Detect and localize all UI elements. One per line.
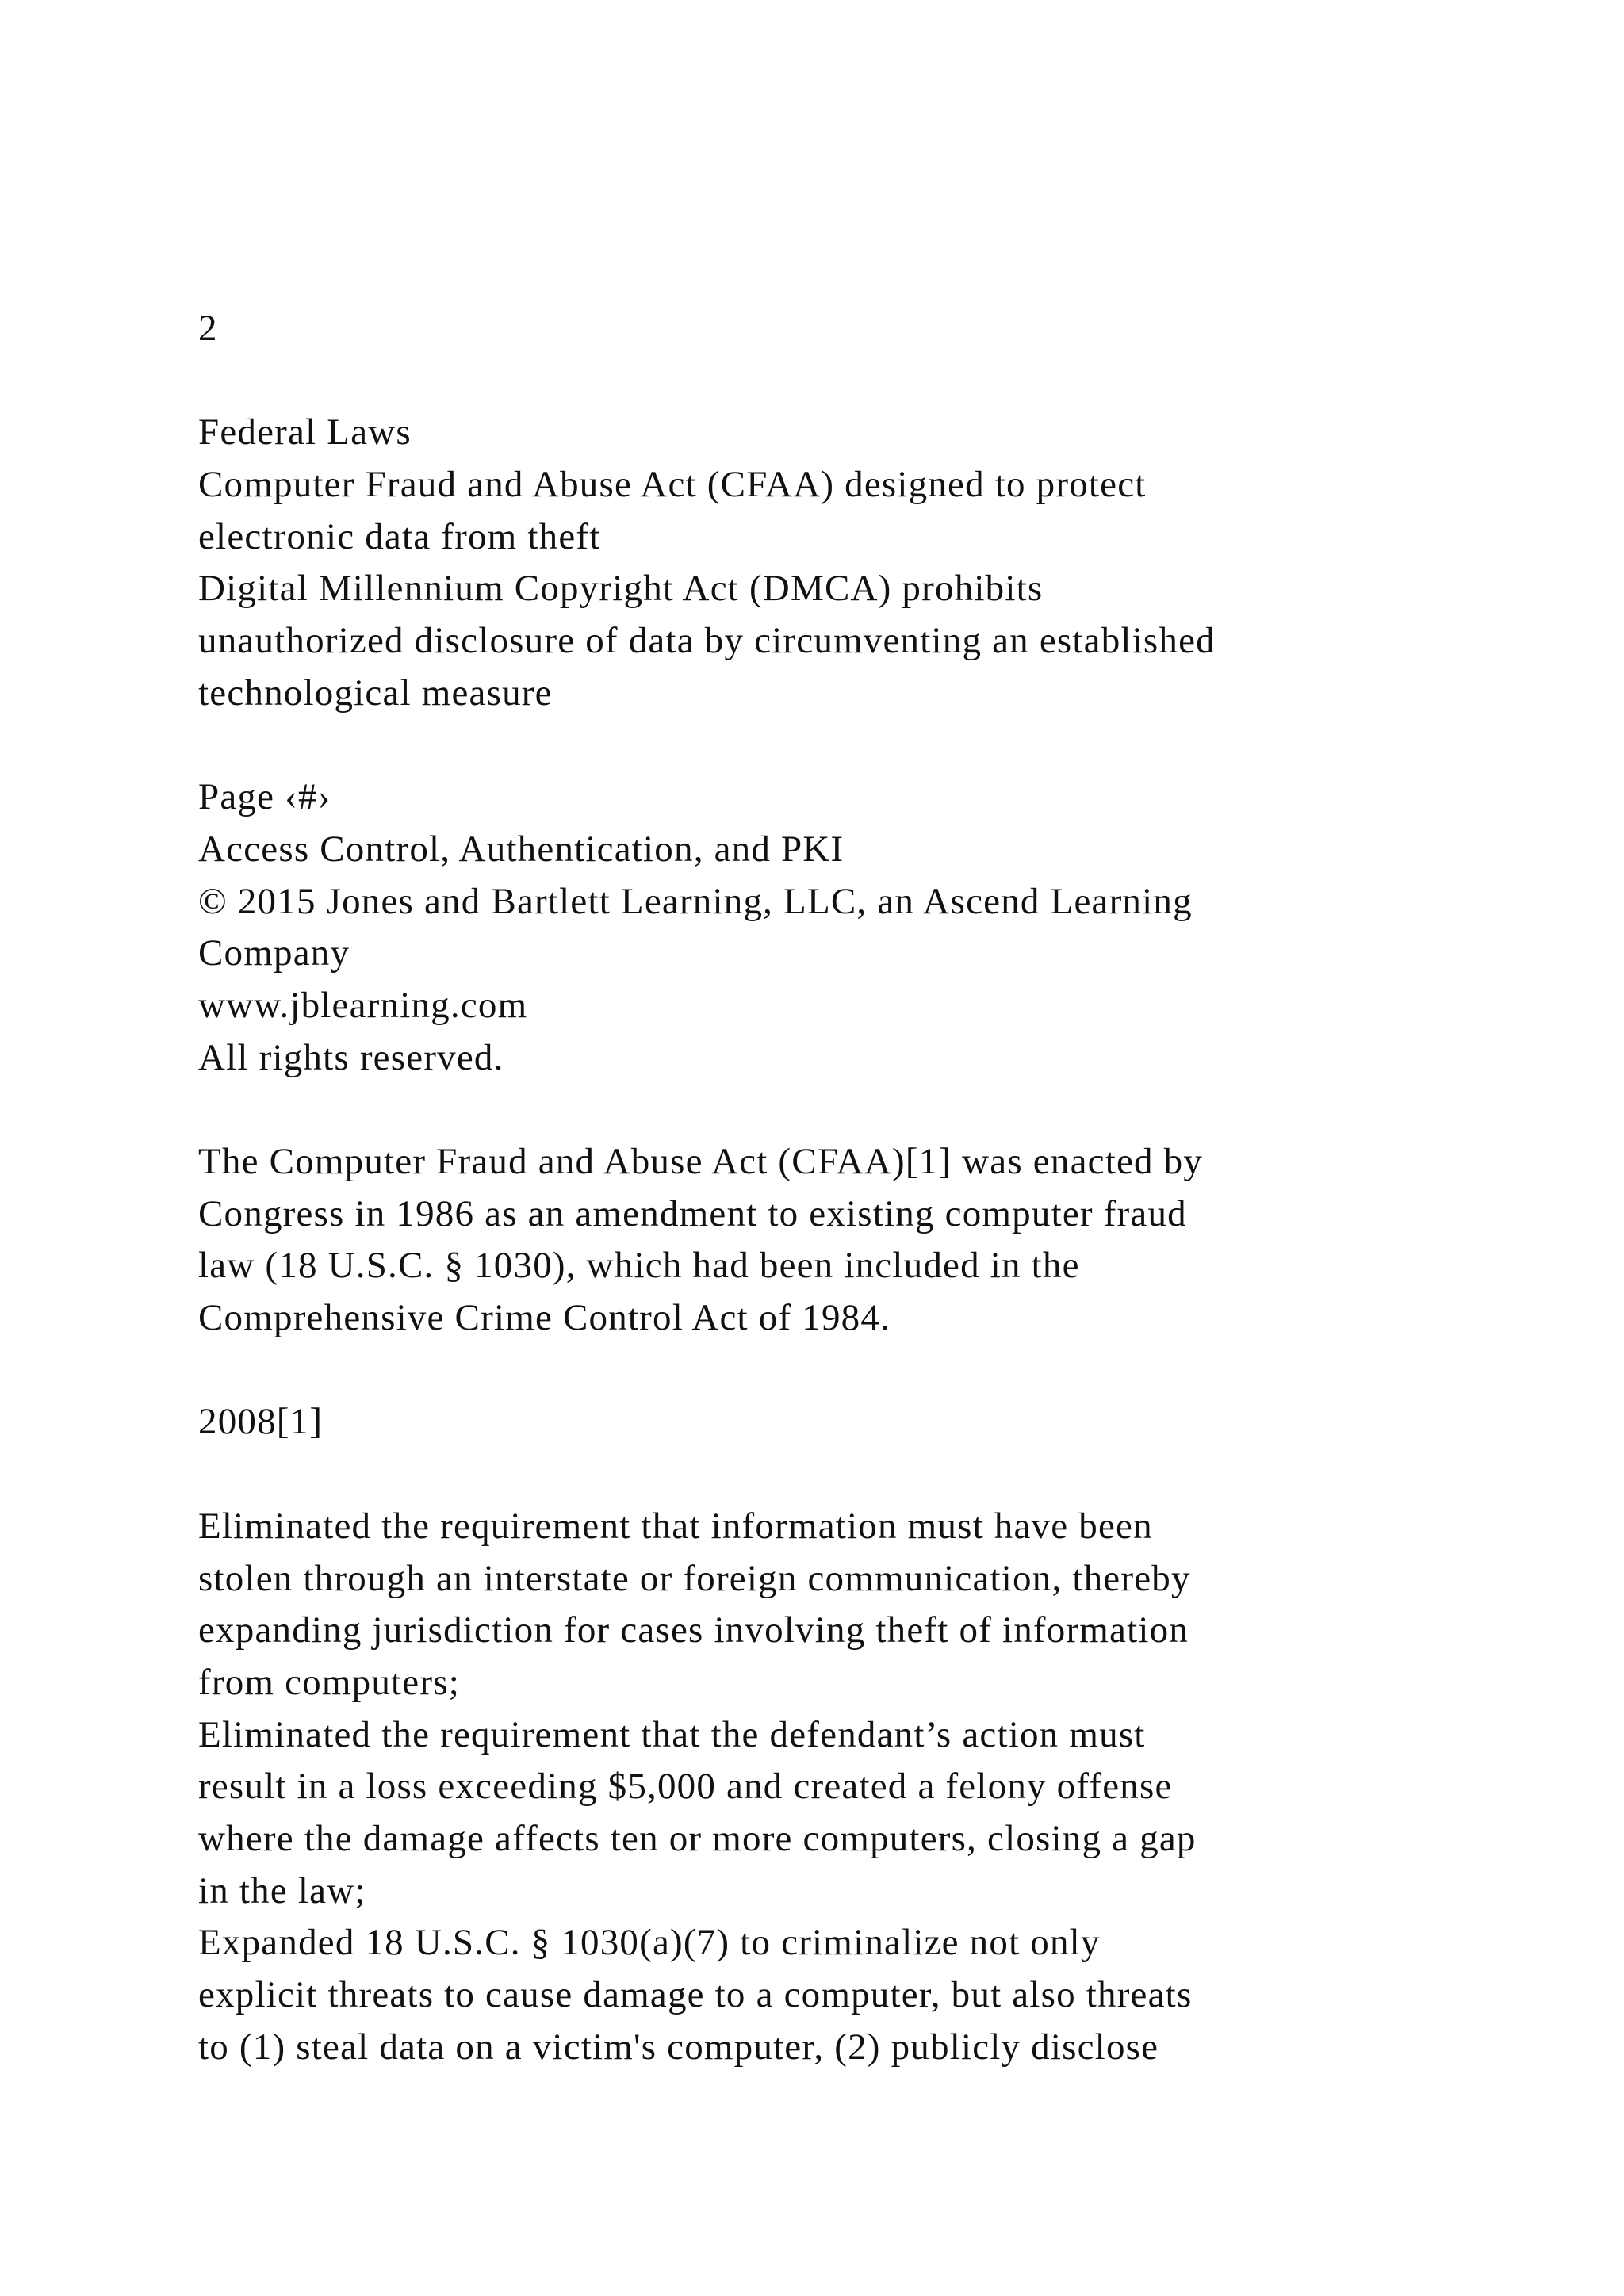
copyright-line: Company bbox=[198, 932, 350, 974]
blank-line bbox=[198, 1084, 1546, 1136]
page-number: 2 bbox=[198, 308, 218, 349]
document-text bbox=[198, 303, 1546, 2073]
text-line: Eliminated the requirement that the defendant’s action must bbox=[198, 1713, 1146, 1755]
text-line: Computer Fraud and Abuse Act (CFAA) designed to protect bbox=[198, 464, 1147, 506]
rights-line: All rights reserved. bbox=[198, 1036, 504, 1078]
text-line: result in a loss exceeding $5,000 and created a felony offense bbox=[198, 1766, 1173, 1808]
text-line: law (18 U.S.C. § 1030), which had been included in the bbox=[198, 1245, 1080, 1287]
text-line: The Computer Fraud and Abuse Act (CFAA)[1] was enacted by bbox=[198, 1141, 1204, 1182]
copyright-line: © 2015 Jones and Bartlett Learning, LLC, an Ascend Learning bbox=[198, 880, 1193, 922]
text-line: stolen through an interstate or foreign communication, thereby bbox=[198, 1557, 1191, 1599]
text-line: to (1) steal data on a victim's computer, (2) publicly disclose bbox=[198, 2026, 1159, 2068]
text-line: unauthorized disclosure of data by circumventing an established bbox=[198, 620, 1216, 662]
slide-page-label: Page ‹#› bbox=[198, 776, 331, 818]
blank-line bbox=[198, 1448, 1546, 1501]
text-line: Comprehensive Crime Control Act of 1984. bbox=[198, 1297, 891, 1339]
text-line: in the law; bbox=[198, 1869, 366, 1911]
text-line: electronic data from theft bbox=[198, 515, 601, 557]
slide-title: Federal Laws bbox=[198, 411, 412, 453]
text-line: Congress in 1986 as an amendment to existing computer fraud bbox=[198, 1192, 1187, 1234]
text-line: Digital Millennium Copyright Act (DMCA) prohibits bbox=[198, 568, 1044, 610]
text-line: expanding jurisdiction for cases involving theft of information bbox=[198, 1609, 1189, 1651]
text-line: from computers; bbox=[198, 1661, 460, 1703]
blank-line bbox=[198, 720, 1546, 772]
text-line: technological measure bbox=[198, 672, 553, 714]
publisher-url: www.jblearning.com bbox=[198, 984, 528, 1026]
text-line: explicit threats to cause damage to a computer, but also threats bbox=[198, 1974, 1193, 2015]
text-line: Eliminated the requirement that information must have been bbox=[198, 1505, 1153, 1547]
section-heading: 2008[1] bbox=[198, 1401, 324, 1443]
text-line: Expanded 18 U.S.C. § 1030(a)(7) to criminalize not only bbox=[198, 1922, 1101, 1964]
course-title: Access Control, Authentication, and PKI bbox=[198, 828, 845, 870]
blank-line bbox=[198, 1345, 1546, 1397]
blank-line bbox=[198, 355, 1546, 408]
text-line: where the damage affects ten or more computers, closing a gap bbox=[198, 1817, 1197, 1859]
